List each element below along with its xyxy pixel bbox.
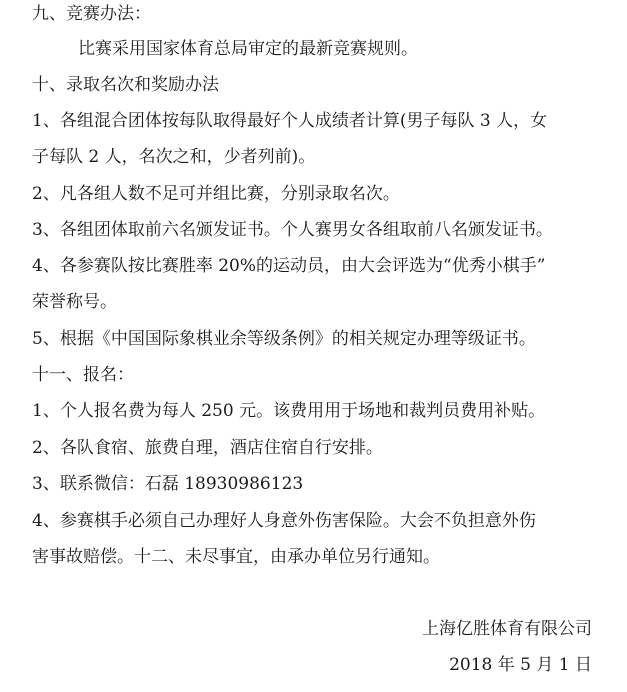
section-10-item-1-line-1: 1、各组混合团体按每队取得最好个人成绩者计算(男子每队 3 人，女 (32, 111, 548, 131)
section-10-item-5: 5、根据《中国国际象棋业余等级条例》的相关规定办理等级证书。 (32, 329, 536, 349)
section-9-body: 比赛采用国家体育总局审定的最新竞赛规则。 (78, 39, 418, 59)
signature-date: 2018 年 5 月 1 日 (449, 655, 592, 675)
section-11-item-4-line-2: 害事故赔偿。十二、未尽事宜，由承办单位另行通知。 (32, 547, 440, 567)
section-9-heading: 九、竞赛办法： (32, 4, 151, 24)
section-11-item-1: 1、个人报名费为每人 250 元。该费用用于场地和裁判员费用补贴。 (32, 401, 546, 421)
section-11-heading: 十一、报名： (32, 365, 134, 385)
section-11-item-2: 2、各队食宿、旅费自理，酒店住宿自行安排。 (32, 438, 383, 458)
section-10-item-2: 2、凡各组人数不足可并组比赛，分别录取名次。 (32, 184, 400, 204)
section-11-item-4-line-1: 4、参赛棋手必须自己办理好人身意外伤害保险。大会不负担意外伤 (32, 511, 536, 531)
signature-company: 上海亿胜体育有限公司 (422, 619, 592, 639)
section-10-item-4-line-2: 荣誉称号。 (32, 292, 117, 312)
section-11-item-3: 3、联系微信：石磊 18930986123 (32, 474, 304, 494)
section-10-item-3: 3、各组团体取前六名颁发证书。个人赛男女各组取前八名颁发证书。 (32, 220, 553, 240)
section-10-heading: 十、录取名次和奖励办法 (32, 75, 219, 95)
section-10-item-1-line-2: 子每队 2 人，名次之和，少者列前)。 (32, 147, 316, 167)
section-10-item-4-line-1: 4、各参赛队按比赛胜率 20%的运动员，由大会评选为“优秀小棋手” (32, 256, 546, 276)
